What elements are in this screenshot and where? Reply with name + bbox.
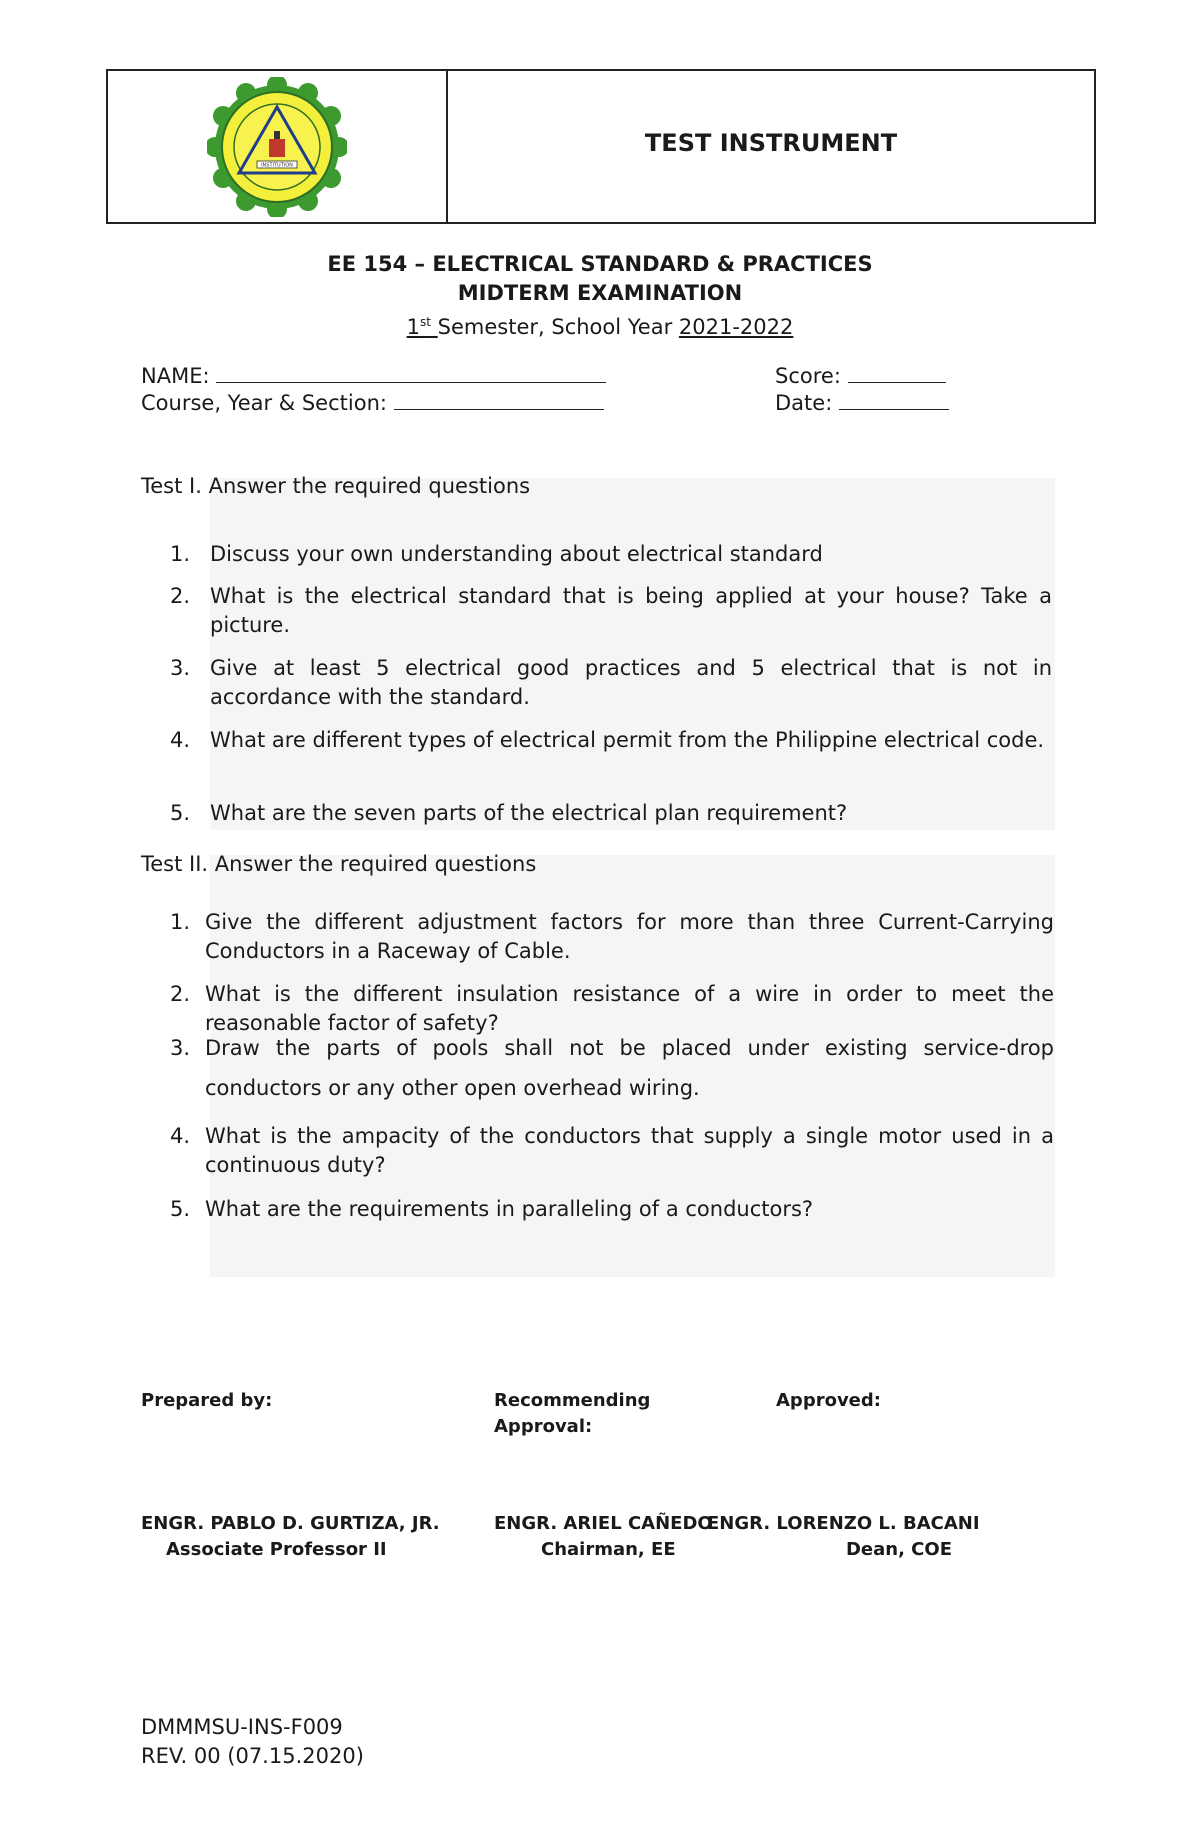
prepared-by-label: Prepared by:: [141, 1390, 273, 1411]
date-label: Date:: [775, 391, 833, 415]
exam-title: MIDTERM EXAMINATION: [457, 281, 743, 305]
score-label: Score:: [775, 364, 841, 388]
course-section-field: [141, 389, 604, 417]
signatory-prepared: [141, 1511, 440, 1563]
date-field: [775, 389, 949, 417]
test2-question-list: [170, 908, 1054, 1224]
course-heading: [0, 250, 1200, 342]
score-field: [775, 362, 946, 390]
test1-question: 3. Give at least 5 electrical good practices and 5 electrical that is not in accordance with the standard.: [170, 656, 1052, 709]
signatory-title: Chairman, EE: [541, 1539, 676, 1560]
test1-question: 5. What are the seven parts of the electrical plan requirement?: [170, 801, 848, 825]
signatory-name: ENGR. LORENZO L. BACANI: [707, 1513, 980, 1534]
approved-label: Approved:: [776, 1390, 881, 1411]
school-year: 2021-2022: [678, 315, 794, 339]
signatory-title: Dean, COE: [845, 1539, 952, 1560]
course-section-label: Course, Year & Section:: [141, 391, 387, 415]
header-table: [106, 69, 1096, 224]
svg-text:INSTITUTION: INSTITUTION: [261, 162, 293, 168]
test1-question: 2. What is the electrical standard that is being applied at your house? Take a picture.: [170, 584, 1052, 637]
document-title: TEST INSTRUMENT: [644, 128, 898, 157]
signatory-title: Associate Professor II: [166, 1539, 387, 1560]
title-cell: [448, 71, 1094, 222]
name-blank[interactable]: [216, 362, 606, 383]
test1-title: Test I. Answer the required questions: [141, 474, 531, 498]
test1-question: 1. Discuss your own understanding about electrical standard: [170, 542, 823, 566]
semester-number: 1st: [406, 315, 431, 339]
test1-question: 4. What are different types of electrical permit from the Philippine electrical code.: [170, 728, 1045, 752]
test2-title: Test II. Answer the required questions: [141, 852, 537, 876]
date-blank[interactable]: [839, 389, 949, 410]
test2-question: 5. What are the requirements in paralleling of a conductors?: [170, 1197, 814, 1221]
form-footer: [141, 1713, 364, 1771]
test2-question: 3. Draw the parts of pools shall not be placed under existing service-drop conductors or any other open overhead wiring.: [170, 1036, 1054, 1100]
university-seal-logo: [207, 77, 347, 217]
signatory-name: ENGR. ARIEL CAÑEDO: [494, 1513, 713, 1534]
course-code-title: EE 154 – ELECTRICAL STANDARD & PRACTICES: [327, 252, 873, 276]
test2-question: 2. What is the different insulation resistance of a wire in order to meet the reasonable factor of safety?: [170, 982, 1054, 1035]
form-code: DMMMSU-INS-F009: [141, 1715, 343, 1739]
score-blank[interactable]: [848, 362, 946, 383]
semester-line: [0, 308, 1200, 342]
name-label: NAME:: [141, 364, 210, 388]
course-section-blank[interactable]: [394, 389, 604, 410]
semester-text: Semester, School Year: [437, 315, 673, 339]
test2-question: 4. What is the ampacity of the conductors that supply a single motor used in a continuous duty?: [170, 1124, 1054, 1177]
form-revision: REV. 00 (07.15.2020): [141, 1744, 364, 1768]
logo-cell: [108, 71, 448, 222]
recommending-approval-label: Recommending Approval:: [494, 1390, 651, 1437]
signatory-name: ENGR. PABLO D. GURTIZA, JR.: [141, 1513, 440, 1534]
signatory-recommending: [494, 1511, 713, 1563]
test2-question: 1. Give the different adjustment factors for more than three Current-Carrying Conductors in a Raceway of Cable.: [170, 910, 1054, 963]
name-field: [141, 362, 606, 390]
signatory-approved: [707, 1511, 980, 1563]
test1-question-list: [170, 540, 1052, 828]
